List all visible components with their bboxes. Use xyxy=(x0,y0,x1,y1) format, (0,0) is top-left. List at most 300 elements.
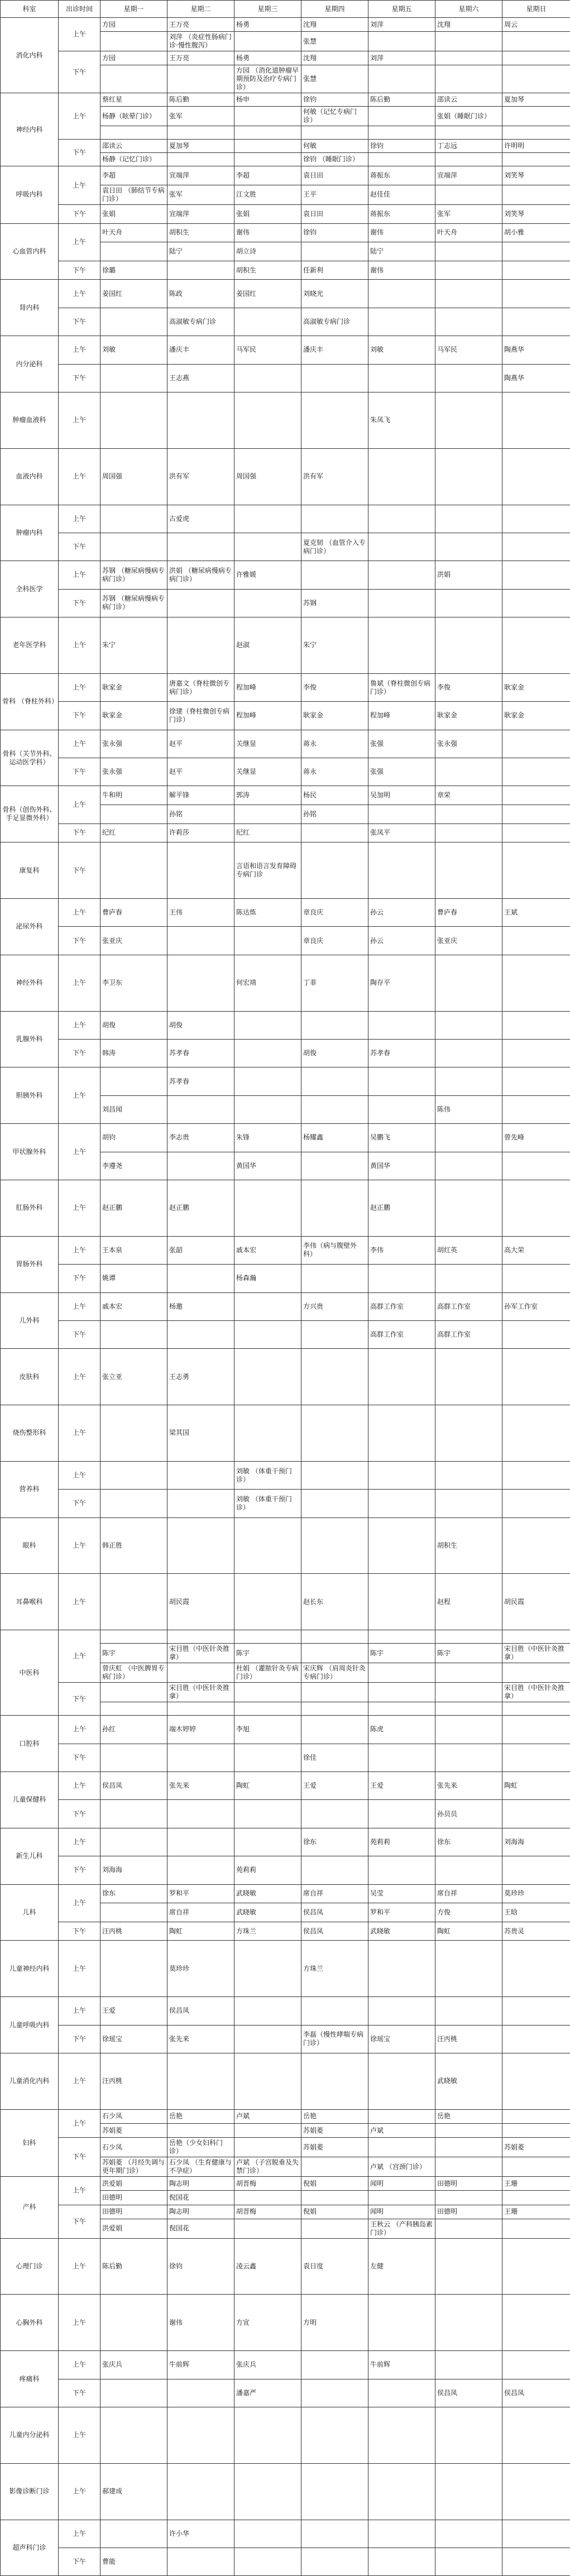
session-time: 上午 xyxy=(59,505,100,533)
doctor-cell xyxy=(234,805,301,824)
doctor-cell: 张军 xyxy=(435,204,502,223)
schedule-row xyxy=(1,51,570,65)
doctor-cell xyxy=(301,1490,368,1517)
doctor-cell: 耿家金 xyxy=(100,702,167,730)
doctor-cell: 言语和语言发育障碍专病门诊 xyxy=(234,842,301,899)
schedule-row xyxy=(1,166,570,185)
doctor-cell: 李超 xyxy=(234,166,301,185)
doctor-cell xyxy=(368,107,435,126)
doctor-cell xyxy=(234,140,301,153)
doctor-cell xyxy=(502,392,570,448)
doctor-cell xyxy=(167,1744,234,1771)
doctor-cell xyxy=(100,392,167,448)
schedule-row xyxy=(1,673,570,701)
doctor-cell xyxy=(234,1039,301,1067)
doctor-cell: 洪有军 xyxy=(167,448,234,505)
doctor-cell xyxy=(435,1856,502,1884)
doctor-cell: 张永强 xyxy=(100,730,167,758)
doctor-cell xyxy=(502,1856,570,1884)
schedule-row xyxy=(1,2205,570,2219)
schedule-row xyxy=(1,2238,570,2295)
doctor-cell xyxy=(234,2548,301,2576)
doctor-cell: 侯昌凤 xyxy=(167,1997,234,2025)
doctor-cell xyxy=(234,589,301,617)
doctor-cell xyxy=(301,364,368,392)
doctor-cell: 陈伟 xyxy=(435,1095,502,1123)
schedule-row xyxy=(1,2548,570,2576)
doctor-cell: 王本泉 xyxy=(100,1236,167,1264)
doctor-cell: 闻明 xyxy=(368,2177,435,2191)
session-time: 下午 xyxy=(59,842,100,899)
dept-name: 产科 xyxy=(1,2177,59,2239)
dept-name: 儿童消化内科 xyxy=(1,2053,59,2109)
doctor-cell xyxy=(301,2053,368,2109)
schedule-row xyxy=(1,1517,570,1574)
doctor-cell: 陈宇 xyxy=(435,1644,502,1663)
schedule-row xyxy=(1,1180,570,1236)
doctor-cell: 武晓敏 xyxy=(368,1922,435,1941)
doctor-cell: 张强 xyxy=(368,758,435,786)
doctor-cell: 刘敏 （体重干预门诊） xyxy=(234,1461,301,1489)
doctor-cell: 徐东 xyxy=(301,1828,368,1856)
doctor-cell: 曹庐春 xyxy=(435,899,502,927)
doctor-cell: 倪娟 xyxy=(301,2205,368,2219)
doctor-cell: 倪娟 xyxy=(301,2177,368,2191)
doctor-cell: 宋目胜（中医针灸推拿） xyxy=(502,1683,570,1702)
schedule-row xyxy=(1,392,570,448)
doctor-cell: 牛前辉 xyxy=(167,2351,234,2379)
dept-name: 甲状腺外科 xyxy=(1,1124,59,1180)
session-time: 上午 xyxy=(59,1461,100,1489)
doctor-cell xyxy=(234,1405,301,1462)
doctor-cell xyxy=(167,1630,234,1644)
dept-name: 神经外科 xyxy=(1,955,59,1011)
doctor-cell xyxy=(100,2295,167,2351)
doctor-cell: 刘笑琴 xyxy=(502,204,570,223)
doctor-cell: 杨申 xyxy=(234,93,301,107)
doctor-cell: 张娟 xyxy=(234,204,301,223)
session-time: 上午 xyxy=(59,18,100,51)
doctor-cell: 王万亮 xyxy=(167,51,234,65)
doctor-cell xyxy=(502,2295,570,2351)
doctor-cell: 高群工作室 xyxy=(368,1320,435,1348)
doctor-cell xyxy=(100,1828,167,1856)
doctor-cell: 胡俊 xyxy=(301,1039,368,1067)
dept-name: 营养科 xyxy=(1,1461,59,1517)
header-day-wed: 星期三 xyxy=(234,1,301,18)
doctor-cell xyxy=(502,261,570,280)
doctor-cell xyxy=(435,1180,502,1236)
doctor-cell xyxy=(435,65,502,93)
schedule-row xyxy=(1,1683,570,1702)
doctor-cell xyxy=(301,1644,368,1663)
doctor-cell: 徐钧 xyxy=(368,140,435,153)
doctor-cell xyxy=(301,842,368,899)
schedule-row xyxy=(1,93,570,107)
schedule-row xyxy=(1,1349,570,1405)
doctor-cell: 夏加琴 xyxy=(167,140,234,153)
header-day-fri: 星期五 xyxy=(368,1,435,18)
doctor-cell xyxy=(435,1663,502,1683)
doctor-cell xyxy=(368,1744,435,1771)
doctor-cell: 张亚庆 xyxy=(100,927,167,955)
doctor-cell: 沈翔 xyxy=(435,18,502,32)
doctor-cell xyxy=(368,2138,435,2157)
doctor-cell: 孙铭 xyxy=(301,805,368,824)
schedule-row xyxy=(1,336,570,364)
session-time: 下午 xyxy=(59,2025,100,2053)
doctor-cell xyxy=(502,448,570,505)
doctor-cell xyxy=(234,1941,301,1997)
dept-name: 胆胰外科 xyxy=(1,1067,59,1124)
doctor-cell xyxy=(167,2463,234,2520)
dept-name: 泌尿外科 xyxy=(1,899,59,955)
doctor-cell: 赵程 xyxy=(435,1574,502,1630)
header-day-tue: 星期二 xyxy=(167,1,234,18)
doctor-cell: 夏克韧 （血管介入专病门诊） xyxy=(301,533,368,561)
dept-name: 中医科 xyxy=(1,1630,59,1716)
doctor-cell xyxy=(167,1320,234,1348)
doctor-cell xyxy=(167,1517,234,1574)
doctor-cell xyxy=(368,561,435,589)
doctor-cell: 陈宇 xyxy=(368,1644,435,1663)
doctor-cell: 孙云 xyxy=(368,927,435,955)
doctor-cell: 王志勇 xyxy=(167,1349,234,1405)
doctor-cell xyxy=(502,842,570,899)
schedule-row xyxy=(1,2463,570,2520)
doctor-cell xyxy=(502,2109,570,2123)
doctor-cell xyxy=(167,955,234,1011)
session-time: 下午 xyxy=(59,2205,100,2238)
schedule-row xyxy=(1,1292,570,1320)
dept-name: 儿童内分泌科 xyxy=(1,2407,59,2464)
doctor-cell: 徐钧 （睡眠门诊） xyxy=(301,153,368,166)
schedule-row xyxy=(1,1236,570,1264)
doctor-cell xyxy=(502,1011,570,1039)
doctor-cell xyxy=(301,1011,368,1039)
doctor-cell: 苑莉莉 xyxy=(234,1856,301,1884)
doctor-cell xyxy=(435,2407,502,2464)
doctor-cell: 苏娟菱 xyxy=(502,2138,570,2157)
doctor-cell xyxy=(502,2351,570,2379)
doctor-cell xyxy=(301,823,368,842)
dept-name: 神经内科 xyxy=(1,93,59,166)
doctor-cell xyxy=(502,1265,570,1292)
doctor-cell xyxy=(435,1630,502,1644)
session-time: 下午 xyxy=(59,2548,100,2576)
doctor-cell xyxy=(502,2548,570,2576)
doctor-cell: 张强 xyxy=(368,730,435,758)
schedule-row xyxy=(1,823,570,842)
session-time: 上午 xyxy=(59,1772,100,1800)
doctor-cell: 蒋永 xyxy=(301,730,368,758)
doctor-cell: 陈宇 xyxy=(100,1644,167,1663)
doctor-cell xyxy=(234,153,301,166)
schedule-row xyxy=(1,505,570,533)
doctor-cell: 黄国华 xyxy=(368,1152,435,1180)
doctor-cell: 袁日田 xyxy=(301,204,368,223)
doctor-cell xyxy=(234,2191,301,2205)
table-body xyxy=(1,18,570,2576)
doctor-cell xyxy=(368,448,435,505)
doctor-cell xyxy=(167,589,234,617)
doctor-cell xyxy=(502,805,570,824)
doctor-cell xyxy=(167,126,234,140)
doctor-cell: 张军 xyxy=(167,185,234,204)
doctor-cell: 方明 xyxy=(301,2295,368,2351)
dept-name: 肿瘤血液科 xyxy=(1,392,59,448)
doctor-cell: 刘萍 xyxy=(368,51,435,65)
dept-name: 呼吸内科 xyxy=(1,166,59,223)
schedule-row xyxy=(1,2053,570,2109)
doctor-cell: 陶燕华 xyxy=(502,364,570,392)
doctor-cell xyxy=(435,2157,502,2177)
doctor-cell xyxy=(502,1039,570,1067)
session-time: 上午 xyxy=(59,561,100,589)
doctor-cell: 莫珍珍 xyxy=(502,1884,570,1903)
session-time: 下午 xyxy=(59,1320,100,1348)
doctor-cell xyxy=(301,2219,368,2238)
doctor-cell xyxy=(301,1702,368,1716)
dept-name: 肾内科 xyxy=(1,280,59,336)
doctor-cell: 方兴贵 xyxy=(301,1292,368,1320)
schedule-row xyxy=(1,533,570,561)
doctor-cell xyxy=(502,1461,570,1489)
doctor-cell: 赵正鹏 xyxy=(368,1180,435,1236)
session-time: 下午 xyxy=(59,702,100,730)
session-time: 下午 xyxy=(59,1800,100,1828)
doctor-cell xyxy=(234,1517,301,1574)
doctor-cell xyxy=(502,1067,570,1095)
doctor-cell: 陈宇 xyxy=(234,1644,301,1663)
doctor-cell xyxy=(167,1095,234,1123)
doctor-cell: 赵佳佳 xyxy=(368,185,435,204)
header-day-sat: 星期六 xyxy=(435,1,502,18)
doctor-cell: 徐瑶宝 xyxy=(368,2025,435,2053)
doctor-cell: 卢斌 （子宫脱垂及失禁门诊） xyxy=(234,2157,301,2177)
doctor-cell: 岳艳 xyxy=(167,2109,234,2123)
session-time: 上午 xyxy=(59,1124,100,1180)
doctor-cell: 刘笑琴 xyxy=(502,166,570,185)
doctor-cell: 席自祥 xyxy=(435,1884,502,1903)
session-time: 下午 xyxy=(59,1039,100,1067)
doctor-cell: 侯昌凤 xyxy=(301,1903,368,1922)
schedule-row xyxy=(1,448,570,505)
doctor-cell xyxy=(301,505,368,533)
doctor-cell xyxy=(167,2053,234,2109)
doctor-cell xyxy=(234,1180,301,1236)
doctor-cell xyxy=(167,927,234,955)
doctor-cell: 赵长东 xyxy=(301,1574,368,1630)
doctor-cell: 陈后勤 xyxy=(368,93,435,107)
doctor-cell: 王斌 xyxy=(502,899,570,927)
doctor-cell xyxy=(368,2295,435,2351)
schedule-row xyxy=(1,308,570,336)
doctor-cell: 王志燕 xyxy=(167,364,234,392)
doctor-cell xyxy=(368,126,435,140)
doctor-cell xyxy=(167,1461,234,1489)
doctor-cell xyxy=(234,2219,301,2238)
doctor-cell xyxy=(368,1630,435,1644)
doctor-cell xyxy=(435,1683,502,1702)
doctor-cell xyxy=(435,1997,502,2025)
doctor-cell: 吴莹 xyxy=(368,1884,435,1903)
doctor-cell: 吴加明 xyxy=(368,786,435,805)
doctor-cell: 方园 xyxy=(100,18,167,32)
doctor-cell: 刘敏 xyxy=(368,336,435,364)
doctor-cell: 刘萍 （炎症性肠病门诊·慢性腹泻） xyxy=(167,32,234,51)
doctor-cell xyxy=(234,1574,301,1630)
session-time: 下午 xyxy=(59,589,100,617)
doctor-cell: 许明明 xyxy=(502,140,570,153)
doctor-cell: 宋目胜（中医针灸推拿） xyxy=(167,1644,234,1663)
session-time: 上午 xyxy=(59,392,100,448)
doctor-cell: 洪爱娟 xyxy=(100,2219,167,2238)
doctor-cell: 武晓敏 xyxy=(435,2053,502,2109)
doctor-cell: 张庆兵 xyxy=(100,2351,167,2379)
doctor-cell: 孙员员 xyxy=(435,1800,502,1828)
doctor-cell xyxy=(234,1011,301,1039)
schedule-row xyxy=(1,1011,570,1039)
doctor-cell: 郭涛 xyxy=(234,786,301,805)
doctor-cell: 袁日田 （肺结节专病门诊） xyxy=(100,185,167,204)
doctor-cell: 苏娟菱 （月经失调与更年期门诊） xyxy=(100,2157,167,2177)
doctor-cell: 武晓敏 xyxy=(234,1903,301,1922)
doctor-cell: 戚本宏 xyxy=(234,1236,301,1264)
doctor-cell: 王珊 xyxy=(502,2177,570,2191)
doctor-cell: 姚谭 xyxy=(100,1265,167,1292)
doctor-cell xyxy=(234,1349,301,1405)
doctor-cell xyxy=(502,561,570,589)
dept-name: 乳腺外科 xyxy=(1,1011,59,1067)
doctor-cell xyxy=(435,32,502,51)
doctor-cell xyxy=(368,2191,435,2205)
doctor-cell xyxy=(100,2520,167,2548)
doctor-cell: 张娟（睡眠门诊） xyxy=(435,107,502,126)
doctor-cell: 高群工作室 xyxy=(435,1292,502,1320)
doctor-cell xyxy=(100,65,167,93)
doctor-cell xyxy=(234,1320,301,1348)
doctor-cell xyxy=(301,242,368,261)
doctor-cell: 闻明 xyxy=(368,2205,435,2219)
doctor-cell xyxy=(368,308,435,336)
doctor-cell: 田德明 xyxy=(100,2191,167,2205)
dept-name: 儿外科 xyxy=(1,1292,59,1349)
doctor-cell xyxy=(234,1067,301,1095)
doctor-cell xyxy=(435,448,502,505)
doctor-cell xyxy=(100,1067,167,1095)
schedule-row xyxy=(1,589,570,617)
schedule-row xyxy=(1,1856,570,1884)
doctor-cell xyxy=(368,32,435,51)
schedule-row xyxy=(1,2109,570,2123)
schedule-row xyxy=(1,18,570,32)
doctor-cell: 谢伟 xyxy=(368,223,435,242)
session-time: 上午 xyxy=(59,1011,100,1039)
doctor-cell xyxy=(234,2407,301,2464)
doctor-cell: 沈翔 xyxy=(301,51,368,65)
doctor-cell xyxy=(234,308,301,336)
doctor-cell xyxy=(502,280,570,308)
doctor-cell xyxy=(502,786,570,805)
doctor-cell xyxy=(167,1800,234,1828)
doctor-cell: 潘嘉严 xyxy=(234,2379,301,2407)
doctor-cell xyxy=(301,1716,368,1744)
doctor-cell xyxy=(435,533,502,561)
doctor-cell: 马军民 xyxy=(234,336,301,364)
schedule-row xyxy=(1,1997,570,2025)
session-time: 上午 xyxy=(59,1828,100,1856)
doctor-cell xyxy=(368,364,435,392)
doctor-cell: 苏钢 xyxy=(301,589,368,617)
doctor-cell: 陆宁 xyxy=(368,242,435,261)
doctor-cell xyxy=(368,842,435,899)
doctor-cell: 潘庆丰 xyxy=(301,336,368,364)
doctor-cell xyxy=(502,2219,570,2238)
doctor-cell xyxy=(502,1744,570,1771)
doctor-cell xyxy=(234,1828,301,1856)
doctor-cell xyxy=(234,2138,301,2157)
doctor-cell: 程加峰 xyxy=(234,702,301,730)
doctor-cell: 汪丙桃 xyxy=(435,2025,502,2053)
doctor-cell xyxy=(435,242,502,261)
doctor-cell xyxy=(368,1856,435,1884)
doctor-cell xyxy=(435,1039,502,1067)
doctor-cell xyxy=(435,261,502,280)
doctor-cell xyxy=(435,2295,502,2351)
doctor-cell: 何宏靖 xyxy=(234,955,301,1011)
doctor-cell: 陶虹 xyxy=(502,1772,570,1800)
session-time: 下午 xyxy=(59,261,100,280)
doctor-cell xyxy=(301,1517,368,1574)
doctor-cell xyxy=(502,617,570,674)
doctor-cell xyxy=(435,1067,502,1095)
doctor-cell xyxy=(301,1349,368,1405)
doctor-cell: 胡晋梅 xyxy=(234,2205,301,2219)
schedule-row xyxy=(1,927,570,955)
doctor-cell xyxy=(435,308,502,336)
doctor-cell: 苑莉莉 xyxy=(368,1828,435,1856)
doctor-cell xyxy=(301,2520,368,2548)
doctor-cell: 胡积生 xyxy=(167,223,234,242)
dept-name: 疼痛科 xyxy=(1,2351,59,2407)
doctor-cell xyxy=(368,505,435,533)
doctor-cell xyxy=(502,2191,570,2205)
session-time: 上午 xyxy=(59,1574,100,1630)
doctor-cell xyxy=(502,2463,570,2520)
doctor-cell xyxy=(234,1744,301,1771)
doctor-cell: 章良庆 xyxy=(301,899,368,927)
doctor-cell: 苏钢 （糖尿病慢病专病门诊） xyxy=(100,561,167,589)
dept-name: 全科医学 xyxy=(1,561,59,617)
doctor-cell: 袁日度 xyxy=(301,2238,368,2295)
doctor-cell xyxy=(368,1461,435,1489)
schedule-row xyxy=(1,223,570,242)
doctor-cell: 侯昌凤 xyxy=(502,2379,570,2407)
doctor-cell xyxy=(435,1349,502,1405)
doctor-cell: 席自祥 xyxy=(167,1903,234,1922)
doctor-cell: 关继显 xyxy=(234,758,301,786)
doctor-cell xyxy=(435,2351,502,2379)
session-time: 上午 xyxy=(59,899,100,927)
header-time: 出诊时间 xyxy=(59,1,100,18)
schedule-row xyxy=(1,899,570,927)
doctor-cell xyxy=(368,589,435,617)
doctor-cell xyxy=(435,1716,502,1744)
doctor-cell: 陶虹 xyxy=(167,1922,234,1941)
doctor-cell xyxy=(502,533,570,561)
doctor-cell: 宋目胜（中医针灸推拿） xyxy=(167,1683,234,1702)
